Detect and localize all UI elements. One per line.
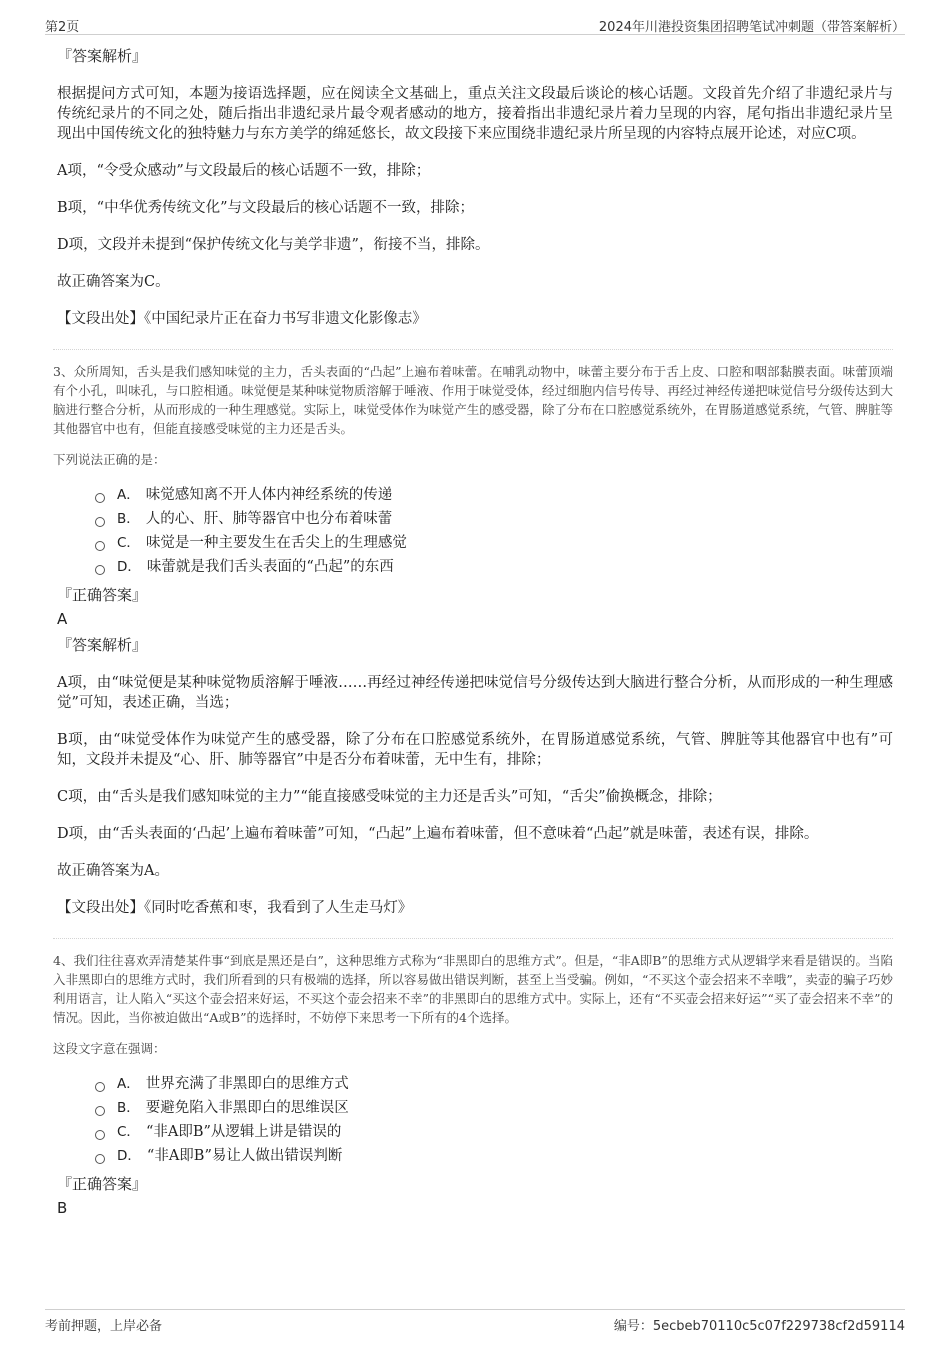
radio-icon[interactable] [95, 517, 105, 527]
q3-option-b[interactable]: B． 人的心、肝、肺等器官中也分布着味蕾 [95, 507, 893, 531]
q2-analysis-paragraph: 根据提问方式可知，本题为接语选择题，应在阅读全文基础上，重点关注文段最后谈论的核心话题。文段首先介绍了非遗纪录片与传统纪录片的不同之处，随后指出非遗纪录片最令观者感动的地方，接着指出非遗纪录片着力呈现的内容，尾句指出非遗纪录片呈现出中国传统文化的独特魅力与东方美学的绵延悠长，故文段接下来应围绕非遗纪录片所呈现的内容特点展开论述，对应C项。 [57, 86, 893, 142]
radio-icon[interactable] [95, 1130, 105, 1140]
divider [53, 938, 893, 939]
q3-analysis-conclusion: 故正确答案为A。 [57, 863, 169, 879]
q3-analysis-paragraph: A项，由“味觉便是某种味觉物质溶解于唾液……再经过神经传递把味觉信号分级传达到大脑进行整合分析，从而形成的一种生理感觉”可知，表述正确，当选； [57, 675, 893, 711]
q4-option-d[interactable]: D． “非A即B”易让人做出错误判断 [95, 1144, 893, 1168]
q3-answer: A [57, 610, 68, 628]
footer-serial: 编号：5ecbeb70110c5c07f229738cf2d59114 [613, 1319, 905, 1334]
q2-analysis-label: 『答案解析』 [57, 47, 148, 65]
q2-analysis-paragraph: A项，“令受众感动”与文段最后的核心话题不一致，排除； [57, 163, 431, 179]
q2-analysis-conclusion: 故正确答案为C。 [57, 274, 170, 290]
q3-answer-label: 『正确答案』 [57, 586, 148, 604]
q3-source: 【文段出处】《同时吃香蕉和枣，我看到了人生走马灯》 [57, 900, 413, 916]
radio-icon[interactable] [95, 565, 105, 575]
q3-analysis-paragraph: D项，由“舌头表面的‘凸起’上遍布着味蕾”可知，“凸起”上遍布着味蕾，但不意味着“凸起”就是味蕾，表述有误，排除。 [57, 826, 819, 842]
q2-source: 【文段出处】《中国纪录片正在奋力书写非遗文化影像志》 [57, 311, 427, 327]
q2-analysis-paragraph: B项，“中华优秀传统文化”与文段最后的核心话题不一致，排除； [57, 200, 474, 216]
q4-option-c[interactable]: C． “非A即B”从逻辑上讲是错误的 [95, 1120, 893, 1144]
page-number: 第2页 [45, 20, 80, 35]
page-footer [45, 1309, 905, 1334]
q4-option-a[interactable]: A． 世界充满了非黑即白的思维方式 [95, 1072, 893, 1096]
q4-option-b[interactable]: B． 要避免陷入非黑即白的思维误区 [95, 1096, 893, 1120]
q4-options [95, 1072, 893, 1168]
divider [53, 349, 893, 350]
radio-icon[interactable] [95, 1154, 105, 1164]
q2-analysis-paragraph: D项，文段并未提到“保护传统文化与美学非遗”，衔接不当，排除。 [57, 237, 490, 253]
footer-slogan: 考前押题，上岸必备 [45, 1319, 163, 1334]
q3-question-text: 3、众所周知，舌头是我们感知味觉的主力，舌头表面的“凸起”上遍布着味蕾。在哺乳动物中，味蕾主要分布于舌上皮、口腔和咽部黏膜表面。味蕾顶端有个小孔，叫味孔，与口腔相通。味觉便是某种味觉物质溶解于唾液、作用于味觉受体，经过细胞内信号传导、再经过神经传递把味觉信号分级传达到大脑进行整合分析，从而形成的一种生理感觉。实际上，味觉受体作为味觉产生的感受器，除了分布在口腔感觉系统外，在胃肠道感觉系统，气管、脾脏等其他器官中也有，但能直接感受味觉的主力还是舌头。 [53, 364, 893, 436]
q3-option-a[interactable]: A． 味觉感知离不开人体内神经系统的传递 [95, 483, 893, 507]
radio-icon[interactable] [95, 541, 105, 551]
q3-analysis-paragraph: C项，由“舌头是我们感知味觉的主力”“能直接感受味觉的主力还是舌头”可知，“舌尖”偷换概念，排除； [57, 789, 722, 805]
radio-icon[interactable] [95, 493, 105, 503]
q3-options [95, 483, 893, 579]
q3-option-d[interactable]: D． 味蕾就是我们舌头表面的“凸起”的东西 [95, 555, 893, 579]
q3-analysis-label: 『答案解析』 [57, 636, 148, 654]
q4-answer-label: 『正确答案』 [57, 1175, 148, 1193]
page-content [53, 46, 893, 1224]
q3-option-c[interactable]: C． 味觉是一种主要发生在舌尖上的生理感觉 [95, 531, 893, 555]
document-title: 2024年川港投资集团招聘笔试冲刺题（带答案解析） [598, 20, 905, 35]
q3-analysis-paragraph: B项，由“味觉受体作为味觉产生的感受器，除了分布在口腔感觉系统外，在胃肠道感觉系统，气管、脾脏等其他器官中也有”可知，文段并未提及“心、肝、肺等器官”中是否分布着味蕾，无中生有，排除； [57, 732, 893, 768]
radio-icon[interactable] [95, 1082, 105, 1092]
q4-question-text: 4、我们往往喜欢弄清楚某件事“到底是黑还是白”，这种思维方式称为“非黑即白的思维方式”。但是，“非A即B”的思维方式从逻辑学来看是错误的。当陷入非黑即白的思维方式时，我们所看到的只有极端的选择，所以容易做出错误判断，甚至上当受骗。例如，“不买这个壶会招来不幸哦”，卖壶的骗子巧妙利用语言，让人陷入“买这个壶会招来好运，不买这个壶会招来不幸”的非黑即白的思维方式中。实际上，还有“不买壶会招来好运”“买了壶会招来不幸”的情况。因此，当你被迫做出“A或B”的选择时，不妨停下来思考一下所有的4个选择。 [53, 953, 893, 1025]
radio-icon[interactable] [95, 1106, 105, 1116]
q4-answer: B [57, 1199, 68, 1217]
q4-prompt: 这段文字意在强调： [53, 1041, 166, 1056]
page-header [45, 14, 905, 35]
q3-prompt: 下列说法正确的是： [53, 452, 166, 467]
